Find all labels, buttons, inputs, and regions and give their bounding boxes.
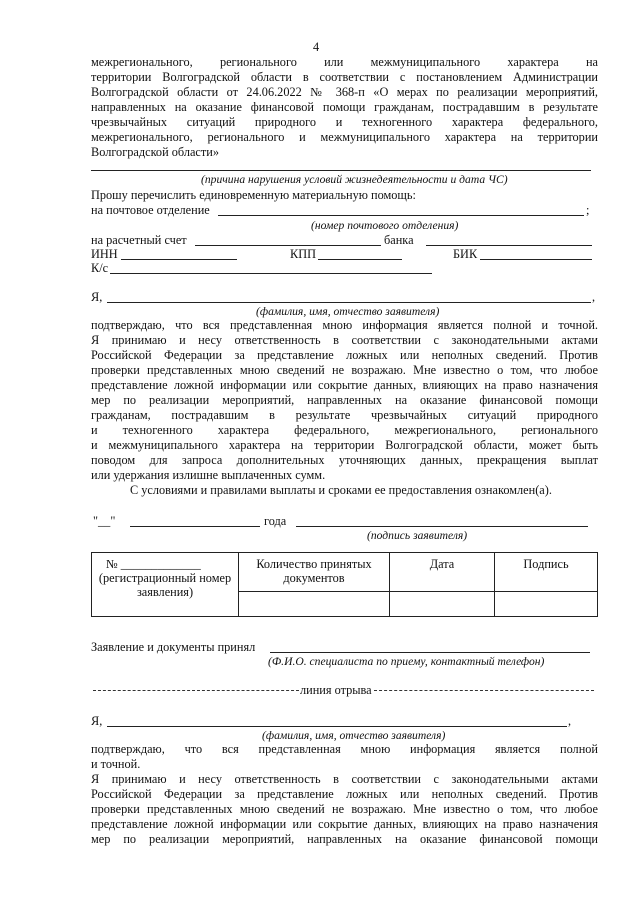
accepted-label: Заявление и документы принял — [91, 640, 256, 654]
kpp-field[interactable] — [318, 259, 402, 260]
declaration-line: представление ложной информации или сокрытие данных, влияющих на право назначения — [91, 378, 598, 392]
declaration-line: Я принимаю и несу ответственность в соответствии с законодательными актами — [91, 772, 598, 786]
year-label: года — [264, 514, 287, 528]
intro-line: межрегионального, регионального и межмуниципального характера на территории — [91, 130, 598, 144]
table-header-signature: Подпись — [495, 553, 598, 592]
specialist-field[interactable] — [270, 652, 590, 653]
post-office-field[interactable] — [218, 215, 584, 216]
ya-comma-2: , — [568, 714, 572, 728]
declaration-line: гражданам, пострадавшим в результате чрезвычайных ситуаций природного — [91, 408, 598, 422]
bik-field[interactable] — [480, 259, 592, 260]
account-field[interactable] — [195, 245, 381, 246]
declaration-line: подтверждаю, что вся представленная мною информация является полной и точной. — [91, 318, 598, 332]
intro-line: межрегионального, регионального или межмуниципального характера на — [91, 55, 598, 69]
declaration-line: проверки представленных мною сведений не возражаю. Мне известно о том, что любое — [91, 363, 598, 377]
account-label: на расчетный счет — [91, 233, 187, 247]
intro-line: Волгоградской области» — [91, 145, 219, 159]
declaration-line: Я принимаю и несу ответственность в соответствии с законодательными актами — [91, 333, 598, 347]
kpp-label: КПП — [290, 247, 316, 261]
applicant-name-field-2[interactable] — [107, 726, 567, 727]
registration-number-caption: (регистрационный номер заявления) — [98, 571, 232, 599]
cause-caption: (причина нарушения условий жизнедеятельности и дата ЧС) — [201, 173, 508, 186]
tear-line-label: линия отрыва — [300, 683, 372, 697]
page-number: 4 — [313, 40, 320, 54]
applicant-name-caption: (фамилия, имя, отчество заявителя) — [256, 305, 440, 318]
signature-cell[interactable] — [495, 592, 598, 617]
payment-request: Прошу перечислить единовременную материальную помощь: — [91, 188, 416, 202]
intro-line: территории Волгоградской области в соответствии с постановлением Администрации — [91, 70, 598, 84]
registration-number-cell — [92, 553, 239, 617]
bank-field[interactable] — [426, 245, 592, 246]
applicant-name-caption-2: (фамилия, имя, отчество заявителя) — [262, 729, 446, 742]
declaration-line: Российской Федерации за представление ложных или неполных сведений. Против — [91, 348, 598, 362]
intro-line: направленных на оказание финансовой помощи гражданам, пострадавшим в результате — [91, 100, 598, 114]
declaration-line: подтверждаю, что вся представленная мною информация является полной — [91, 742, 598, 756]
date-quote: "__" — [93, 514, 116, 528]
specialist-caption: (Ф.И.О. специалиста по приему, контактный телефон) — [268, 655, 545, 668]
bik-label: БИК — [453, 247, 478, 261]
table-header-documents: Количество принятых документов — [239, 553, 390, 592]
declaration-line: и межмуниципального характера на территории Волгоградской области, может быть — [91, 438, 598, 452]
date-month-field[interactable] — [130, 526, 260, 527]
ya-label: Я, — [91, 290, 103, 304]
declaration-line: поводом для запроса дополнительных уточняющих данных, прекращения выплат — [91, 453, 598, 467]
ya-label-2: Я, — [91, 714, 103, 728]
intro-line: Волгоградской области от 24.06.2022 № 368-п «О мерах по реализации мероприятий, — [91, 85, 598, 99]
declaration-line: Российской Федерации за представление ложных или неполных сведений. Против — [91, 787, 598, 801]
cause-line[interactable] — [91, 170, 591, 171]
tear-line-right — [374, 690, 594, 691]
declaration-line: представление ложной информации или сокрытие данных, влияющих на право назначения — [91, 817, 598, 831]
table-header-date: Дата — [390, 553, 495, 592]
intro-line: чрезвычайных ситуаций природного и техногенного характера федерального, — [91, 115, 598, 129]
ks-label: К/с — [91, 261, 109, 275]
registration-table — [91, 552, 598, 617]
declaration-line: и техногенного характера федерального, межрегионального, регионального — [91, 423, 598, 437]
registration-number-label: № _____________ — [106, 557, 201, 571]
inn-label: ИНН — [91, 247, 118, 261]
declaration-line: мер по реализации мероприятий, направленных на оказание финансовой помощи — [91, 832, 598, 846]
declaration-line: или удержания излишне выплаченных сумм. — [91, 468, 326, 482]
declaration-line: проверки представленных мною сведений не возражаю. Мне известно о том, что любое — [91, 802, 598, 816]
post-office-end: ; — [586, 203, 590, 217]
date-cell[interactable] — [390, 592, 495, 617]
applicant-name-field[interactable] — [107, 302, 591, 303]
signature-caption: (подпись заявителя) — [367, 529, 468, 542]
tear-line-left — [93, 690, 299, 691]
declaration-line: мер по реализации мероприятий, направленных на оказание финансовой помощи — [91, 393, 598, 407]
acknowledge-text: С условиями и правилами выплаты и сроками ее предоставления ознакомлен(а). — [130, 483, 552, 497]
ks-field[interactable] — [110, 273, 432, 274]
ya-comma: , — [592, 290, 596, 304]
bank-label: банка — [384, 233, 414, 247]
declaration-line: и точной. — [91, 757, 141, 771]
post-office-caption: (номер почтового отделения) — [311, 219, 459, 232]
signature-field[interactable] — [296, 526, 588, 527]
post-office-label: на почтовое отделение — [91, 203, 210, 217]
inn-field[interactable] — [121, 259, 237, 260]
documents-count-cell[interactable] — [239, 592, 390, 617]
